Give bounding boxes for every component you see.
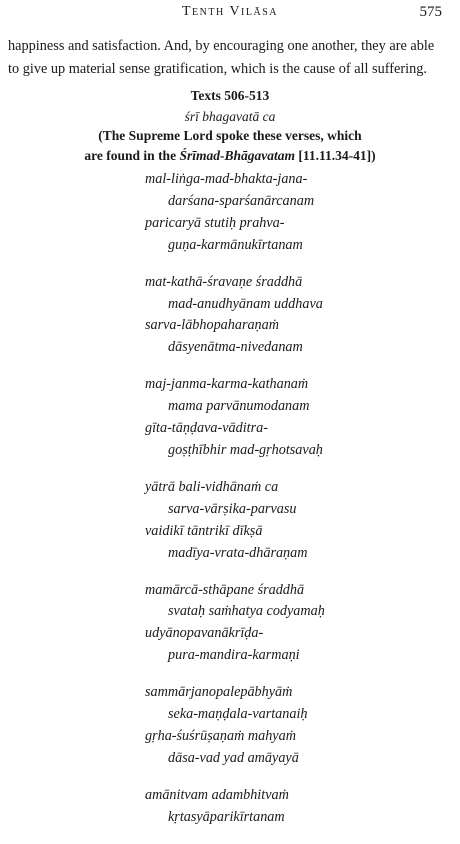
- verse-line: pura-mandira-karmaṇi: [168, 647, 300, 664]
- verse-line: sammārjanopalepābhyāṁ: [145, 684, 293, 701]
- source-title: Śrīmad-Bhāgavatam: [179, 148, 295, 163]
- verse-stanza: [145, 580, 445, 668]
- verse-line: mat-kathā-śravaṇe śraddhā: [145, 273, 303, 290]
- verse-line: paricaryā stutiḥ prahva-: [145, 214, 285, 231]
- verse-line: yātrā bali-vidhānaṁ ca: [145, 478, 279, 495]
- verse-stanza: [145, 374, 445, 462]
- verse-line: kṛtasyāparikīrtanam: [168, 808, 285, 825]
- verse-stanza: [145, 682, 445, 770]
- running-title: Tenth Vilāsa: [181, 4, 278, 19]
- verse-line: gīta-tāṇḍava-vāditra-: [145, 420, 268, 437]
- verse-line: mad-anudhyānam uddhava: [168, 295, 323, 312]
- texts-heading: Texts 506-513: [190, 88, 270, 103]
- page-number: 575: [419, 4, 442, 20]
- verse-line: dāsa-vad yad amāyayā: [168, 749, 299, 766]
- verse-line: goṣṭhībhir mad-gṛhotsavaḥ: [168, 441, 323, 458]
- verse-line: darśana-sparśanārcanam: [168, 192, 315, 209]
- intro-paragraph: [8, 35, 454, 81]
- verse-line: guṇa-karmānukīrtanam: [168, 236, 303, 253]
- verse-line: dāsyenātma-nivedanam: [168, 339, 303, 356]
- intro-line-2: to give up material sense gratification, which is the cause of all suffering.: [8, 61, 427, 77]
- verse-line: mama parvānumodanam: [168, 398, 310, 415]
- source-reference: [11.11.34-41]): [294, 148, 376, 163]
- verse-line: svataḥ saṁhatya codyamaḥ: [168, 603, 325, 620]
- verse-line: mal-liṅga-mad-bhakta-jana-: [145, 171, 308, 187]
- verse-line: mamārcā-sthāpane śraddhā: [145, 581, 305, 598]
- source-note-prefix: are found in the: [84, 148, 180, 163]
- speaker-line: śrī bhagavatā ca: [184, 109, 276, 124]
- intro-line-1: happiness and satisfaction. And, by encouraging one another, they are able: [8, 38, 435, 54]
- verse-stanza: [145, 169, 445, 257]
- verse-stanza: [145, 477, 445, 565]
- verse-line: gṛha-śuśrūṣaṇaṁ mahyaṁ: [145, 727, 296, 744]
- verse-line: udyānopavanākrīḍa-: [145, 625, 264, 642]
- verse-line: amānitvam adambhitvaṁ: [145, 786, 289, 803]
- source-note-line-1: (The Supreme Lord spoke these verses, which: [98, 128, 362, 143]
- verse-line: sarva-vārṣika-parvasu: [168, 500, 297, 517]
- verse-line: sarva-lābhopaharaṇaṁ: [145, 317, 279, 334]
- verse-line: vaidikī tāntrikī dīkṣā: [145, 522, 263, 539]
- verse-line: madīya-vrata-dhāraṇam: [168, 544, 308, 561]
- verse-line: seka-maṇḍala-vartanaiḥ: [168, 706, 308, 723]
- source-note-line-2: [0, 148, 460, 164]
- running-head: [0, 4, 460, 24]
- verse-line: maj-janma-karma-kathanaṁ: [145, 376, 309, 393]
- verse-block: [145, 169, 445, 844]
- verse-stanza: [145, 272, 445, 360]
- verse-stanza: [145, 785, 445, 829]
